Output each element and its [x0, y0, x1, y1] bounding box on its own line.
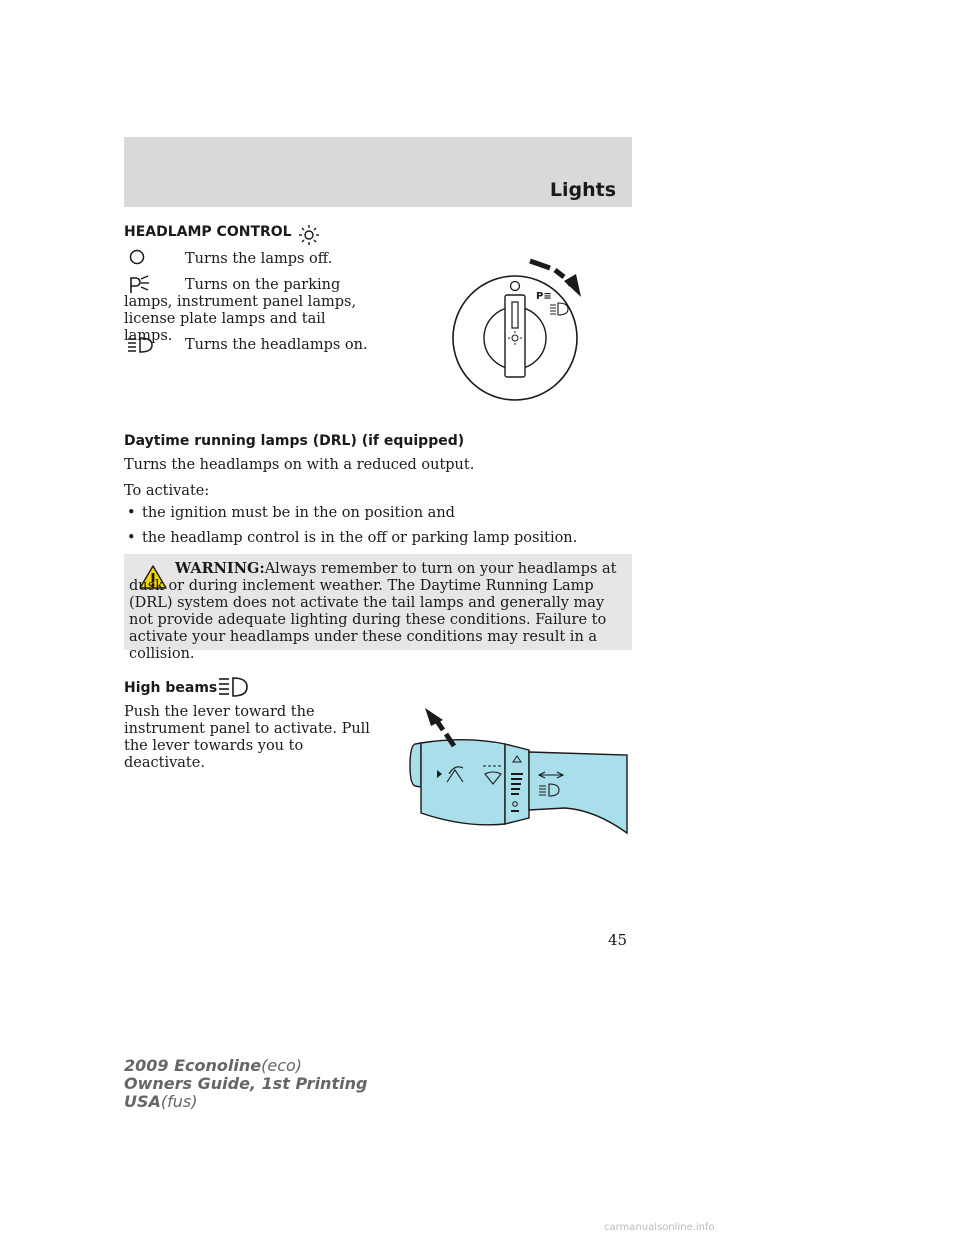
headlamp-icon: [126, 336, 154, 354]
footer-line-3: [124, 1093, 367, 1111]
drl-heading: Daytime running lamps (DRL) (if equipped): [124, 433, 465, 449]
drl-bullet-1: the ignition must be in the on position and: [142, 505, 455, 521]
footer-line-1: [124, 1057, 367, 1075]
headlamp-knob-illustration: [450, 255, 590, 405]
page-number: 45: [608, 931, 628, 949]
high-beams-heading: High beams: [124, 680, 218, 696]
warning-text: [129, 560, 626, 663]
bullet-marker: •: [127, 505, 136, 521]
lamps-off-text: Turns the lamps off.: [185, 251, 333, 267]
warning-box: [124, 554, 632, 662]
section-header-band: [124, 137, 632, 207]
footer-model: 2009 Econoline: [124, 1056, 262, 1075]
multifunction-lever-illustration: [405, 700, 630, 840]
drl-bullet-2: the headlamp control is in the off or parking lamp position.: [142, 530, 578, 546]
lamps-off-icon: [128, 248, 146, 266]
footer-model-code: (eco): [261, 1056, 303, 1075]
headlamp-control-heading: HEADLAMP CONTROL: [124, 224, 292, 240]
headlamps-on-text: Turns the headlamps on.: [185, 337, 368, 353]
watermark: carmanualsonline.info: [604, 1222, 715, 1233]
headlamp-sun-icon: [297, 223, 321, 247]
drl-intro-text: Turns the headlamps on with a reduced output.: [124, 457, 475, 473]
footer-market: USA: [124, 1092, 161, 1111]
footer-market-code: (fus): [160, 1092, 198, 1111]
high-beams-text: Push the lever toward the instrument panel to activate. Pull the lever towards you to deactivate.: [124, 704, 370, 771]
drl-activate-label: To activate:: [124, 483, 210, 499]
warning-body: Always remember to turn on your headlamps at dusk or during inclement weather. The Daytime Running Lamp (DRL) system does not activate the tail lamps and generally may not provide adequate lighting during these conditions. Failure to activate your headlamps under these conditions may result in a collision.: [129, 561, 617, 662]
document-footer: [124, 1057, 367, 1111]
warning-label: WARNING:: [175, 560, 265, 577]
parking-lamps-text: Turns on the parking lamps, instrument panel lamps, license plate lamps and tail lamps.: [124, 277, 357, 344]
bullet-marker: •: [127, 530, 136, 546]
high-beam-icon: [217, 676, 249, 698]
section-title: Lights: [549, 179, 616, 201]
knob-parking-label: P≡: [536, 291, 552, 302]
footer-line-2: Owners Guide, 1st Printing: [124, 1074, 368, 1093]
